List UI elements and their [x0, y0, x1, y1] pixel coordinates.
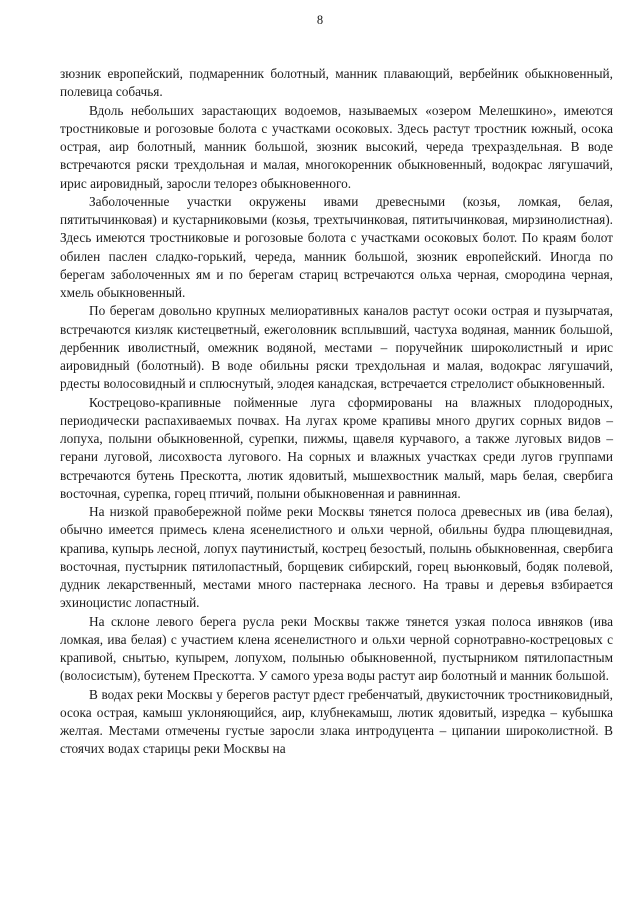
paragraph: Кострецово-крапивные пойменные луга сформированы на влажных плодородных, периодически распахиваемых почвах. На лугах кроме крапивы много других сорных видов – лопуха, полыни обыкновенной, сурепки, пижмы, щавеля курчавого, а также луговых видов – герани луговой, лисохвоста лугового. На сорных и влажных участках среди лугов группами встречаются бутень Прескотта, лютик ядовитый, мышехвостник малый, марь белая, свербига восточная, сурепка, горец птичий, полыни обыкновенная и равнинная. — [60, 394, 613, 501]
document-body — [60, 65, 613, 759]
paragraph: зюзник европейский, подмаренник болотный, манник плавающий, вербейник обыкновенный, полевица собачья. — [60, 66, 613, 100]
paragraph: На низкой правобережной пойме реки Москвы тянется полоса древесных ив (ива белая), обычно имеется примесь клена ясенелистного и ольхи черной, обильны будра плющевидная, крапива, купырь лесной, лопух паутинистый, кострец безостый, полынь обыкновенная, свербига восточная, пустырник пятилопастный, борщевик сибирский, горец вьюнковый, бодяк полевой, дудник лекарственный, местами много пастернака лесного. На травы и деревья взбирается эхиноцистис лопастный. — [60, 504, 613, 611]
paragraph: По берегам довольно крупных мелиоративных каналов растут осоки острая и пузырчатая, встречаются кизляк кистецветный, ежеголовник всплывший, частуха водяная, манник большой, дербенник иволистный, омежник водяной, местами – поручейник широколистный и ирис аировидный (болотный). В воде обильны ряски трехдольная и малая, водокрас лягушачий, рдесты волосовидный и сплюснутый, элодея канадская, встречается стрелолист обыкновенный. — [60, 303, 613, 392]
paragraph: Заболоченные участки окружены ивами древесными (козья, ломкая, белая, пятитычинковая) и кустарниковыми (козья, трехтычинковая, пятитычинковая, мирзинолистная). Здесь имеются тростниковые и рогозовые болота с участками осоковых болот. По краям болот обилен паслен сладко-горький, череда, манник большой, зюзник европейский. Иногда по берегам заболоченных ям и по берегам стариц встречаются ольха черная, смородина черная, хмель обыкновенный. — [60, 193, 613, 300]
page-number: 8 — [316, 13, 324, 27]
paragraph: В водах реки Москвы у берегов растут рдест гребенчатый, двукисточник тростниковидный, осока острая, камыш уклоняющийся, аир, клубнекамыш, лютик ядовитый, изредка – кубышка желтая. Местами отмечены густые заросли злака интродуцента – ципании широколистной. В стоячих водах старицы реки Москвы на — [60, 686, 613, 757]
paragraph: Вдоль небольших зарастающих водоемов, называемых «озером Мелешкино», имеются тростниковые и рогозовые болота с участками осоковых. Здесь растут тростник южный, осока острая, аир болотный, манник большой, зюзник высокий, череда трехраздельная. В воде встречаются ряски трехдольная и малая, многокоренник обыкновенный, водокрас лягушачий, ирис аировидный, заросли телорез обыкновенного. — [60, 102, 613, 191]
paragraph: На склоне левого берега русла реки Москвы также тянется узкая полоса ивняков (ива ломкая, ива белая) с участием клена ясенелистного и ольхи черной сорнотравно-кострецовых с крапивой, снытью, купырем, лопухом, полынью обыкновенной, пустырником пятилопастным (волосистым), бутенем Прескотта. У самого уреза воды растут аир болотный и манник большой. — [60, 613, 613, 684]
